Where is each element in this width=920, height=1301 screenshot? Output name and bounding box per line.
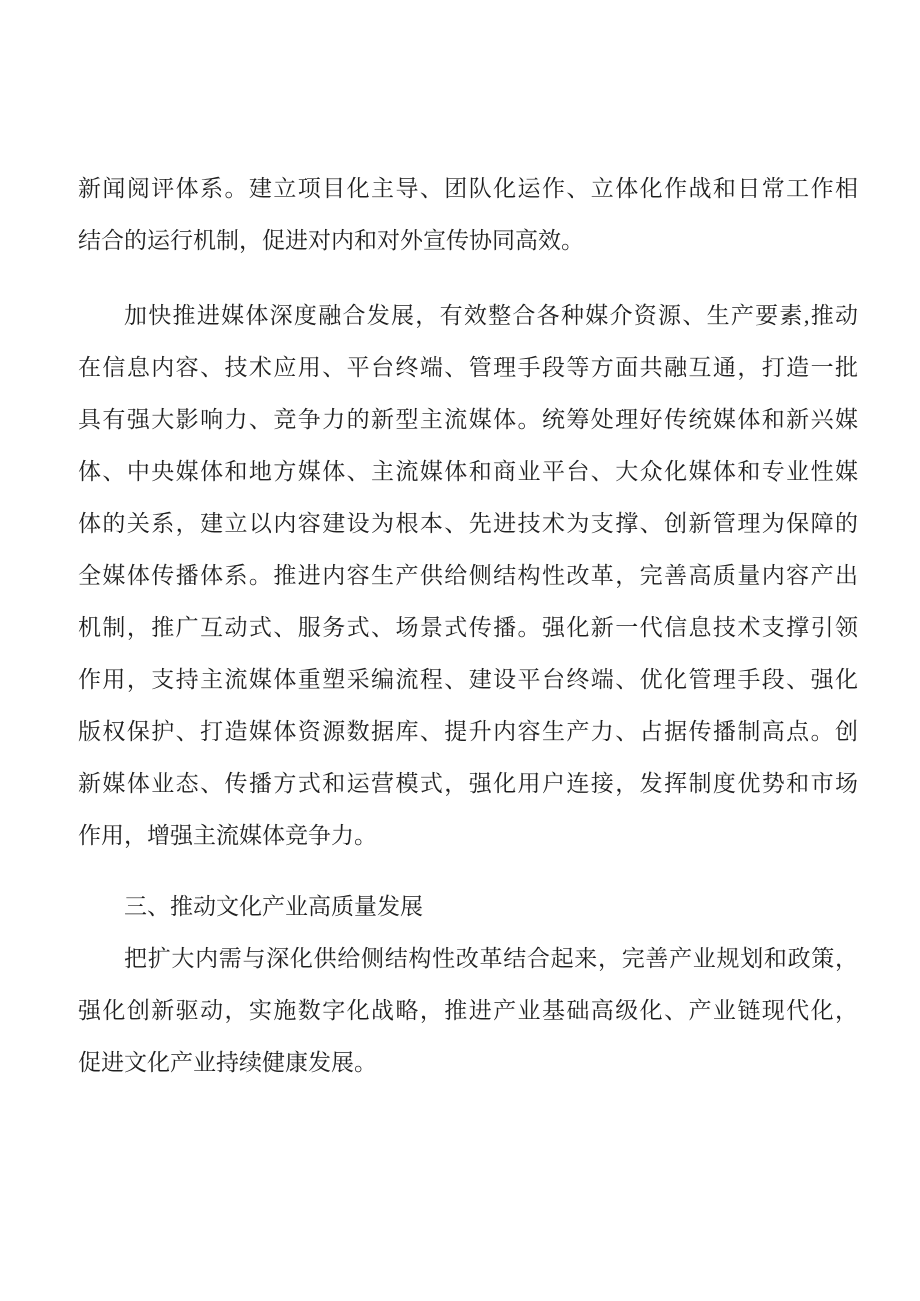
text-line: 新闻阅评体系。建立项目化主导、团队化运作、立体化作战和日常工作相	[78, 176, 858, 201]
text-line: 结合的运行机制，促进对内和对外宣传协同高效。	[78, 228, 584, 253]
text-line: 作用，增强主流媒体竞争力。	[78, 823, 377, 848]
document-body	[78, 163, 858, 1089]
section-heading	[78, 881, 858, 933]
paragraph	[78, 933, 858, 1089]
text-line: 促进文化产业持续健康发展。	[78, 1050, 377, 1075]
text-line: 体、中央媒体和地方媒体、主流媒体和商业平台、大众化媒体和专业性媒	[78, 459, 858, 484]
heading-line: 三、推动文化产业高质量发展	[124, 894, 423, 919]
paragraph	[78, 163, 858, 267]
text-line: 强化创新驱动，实施数字化战略，推进产业基础高级化、产业链现代化，	[78, 998, 858, 1023]
text-line: 加快推进媒体深度融合发展，有效整合各种媒介资源、生产要素,推动	[124, 303, 858, 328]
text-line: 全媒体传播体系。推进内容生产供给侧结构性改革，完善高质量内容产出	[78, 563, 858, 588]
text-line: 作用，支持主流媒体重塑采编流程、建设平台终端、优化管理手段、强化	[78, 667, 858, 692]
text-line: 新媒体业态、传播方式和运营模式，强化用户连接，发挥制度优势和市场	[78, 771, 858, 796]
text-line: 在信息内容、技术应用、平台终端、管理手段等方面共融互通，打造一批	[78, 355, 858, 380]
paragraph	[78, 290, 858, 862]
text-line: 机制，推广互动式、服务式、场景式传播。强化新一代信息技术支撑引领	[78, 615, 858, 640]
text-line: 版权保护、打造媒体资源数据库、提升内容生产力、占据传播制高点。创	[78, 719, 858, 744]
text-line: 把扩大内需与深化供给侧结构性改革结合起来，完善产业规划和政策，	[124, 946, 858, 971]
text-line: 体的关系，建立以内容建设为根本、先进技术为支撑、创新管理为保障的	[78, 511, 858, 536]
text-line: 具有强大影响力、竞争力的新型主流媒体。统筹处理好传统媒体和新兴媒	[78, 407, 858, 432]
